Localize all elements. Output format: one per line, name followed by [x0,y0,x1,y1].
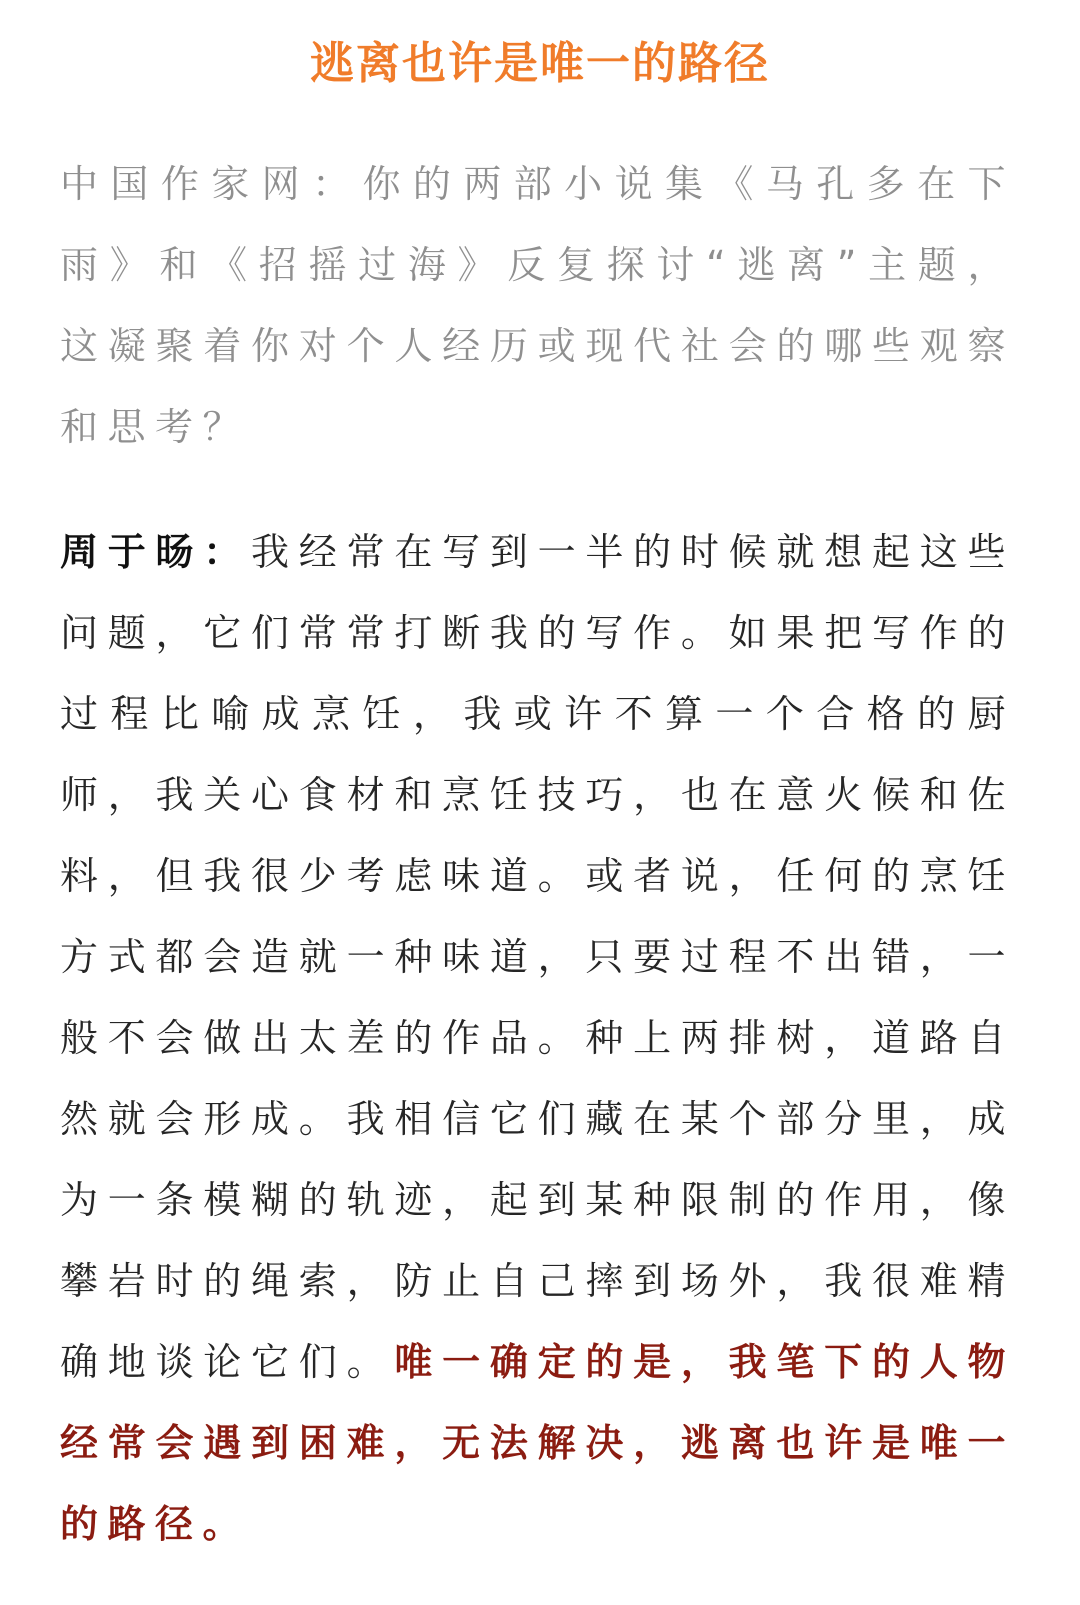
answer-highlight: 唯一确定的是，我笔下的人物经常会遇到困难，无法解决，逃离也许是唯一的路径。 [60,1340,1015,1546]
article-title: 逃离也许是唯一的路径 [310,38,770,89]
speaker-label: 周于旸： [60,530,252,574]
answer-body: 我经常在写到一半的时候就想起这些问题，它们常常打断我的写作。如果把写作的过程比喻成烹饪，我或许不算一个合格的厨师，我关心食材和烹饪技巧，也在意火候和佐料，但我很少考虑味道。或者说，任何的烹饪方式都会造就一种味道，只要过程不出错，一般不会做出太差的作品。种上两排树，道路自然就会形成。我相信它们藏在某个部分里，成为一条模糊的轨迹，起到某种限制的作用，像攀岩时的绳索，防止自己摔到场外，我很难精确地谈论它们。 [60,530,1015,1384]
interview-answer [60,512,1015,1565]
interview-question: 中国作家网：你的两部小说集《马孔多在下雨》和《招摇过海》反复探讨“逃离”主题，这凝聚着你对个人经历或现代社会的哪些观察和思考？ [60,162,1015,449]
